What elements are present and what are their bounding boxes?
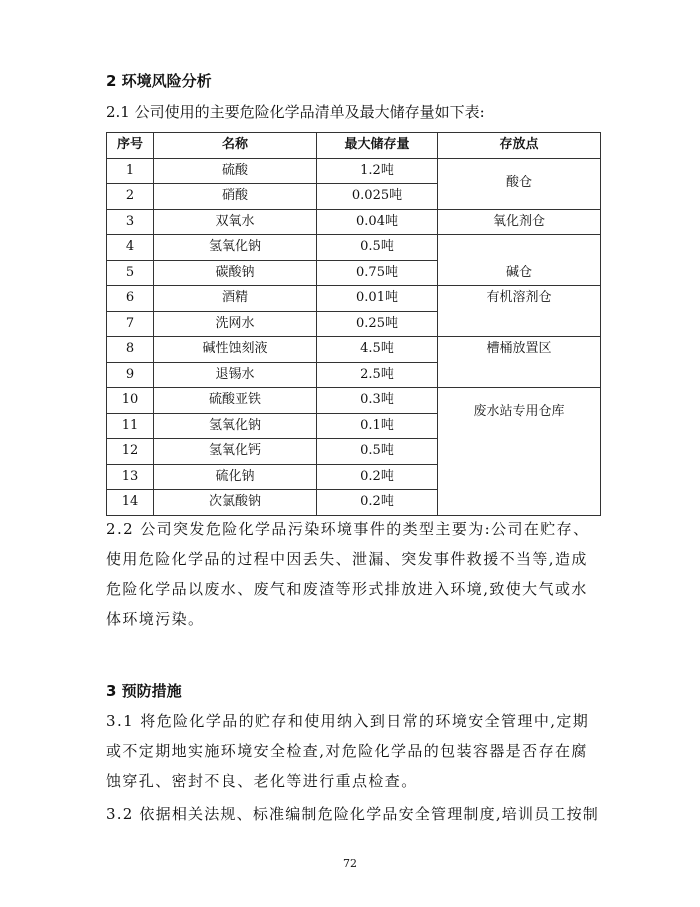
cell-amount: 0.01吨 <box>317 286 438 312</box>
cell-name: 氢氧化钠 <box>154 413 317 439</box>
cell-amount: 0.1吨 <box>317 413 438 439</box>
table-header-row <box>107 133 601 159</box>
cell-name: 硝酸 <box>154 184 317 210</box>
cell-amount: 0.025吨 <box>317 184 438 210</box>
col-header-location: 存放点 <box>438 133 601 159</box>
cell-name: 碳酸钠 <box>154 260 317 286</box>
cell-no: 2 <box>107 184 154 210</box>
cell-name: 双氧水 <box>154 209 317 235</box>
table-row <box>107 337 601 363</box>
cell-name: 氢氧化钠 <box>154 235 317 261</box>
cell-amount: 0.5吨 <box>317 439 438 465</box>
cell-no: 4 <box>107 235 154 261</box>
hazardous-chemicals-table <box>106 132 601 516</box>
cell-name: 氢氧化钙 <box>154 439 317 465</box>
col-header-amount: 最大储存量 <box>317 133 438 159</box>
cell-no: 6 <box>107 286 154 312</box>
cell-amount: 4.5吨 <box>317 337 438 363</box>
cell-no: 11 <box>107 413 154 439</box>
section-2-1-intro: 2.1 公司使用的主要危险化学品清单及最大储存量如下表: <box>106 103 485 121</box>
cell-location: 碱仓 <box>438 235 601 286</box>
table-row <box>107 235 601 261</box>
col-header-no: 序号 <box>107 133 154 159</box>
cell-amount: 0.04吨 <box>317 209 438 235</box>
col-header-name: 名称 <box>154 133 317 159</box>
cell-no: 8 <box>107 337 154 363</box>
cell-no: 5 <box>107 260 154 286</box>
cell-amount: 0.3吨 <box>317 388 438 414</box>
cell-name: 硫酸亚铁 <box>154 388 317 414</box>
table-row <box>107 286 601 312</box>
cell-location: 有机溶剂仓 <box>438 286 601 337</box>
cell-location: 槽桶放置区 <box>438 337 601 388</box>
cell-no: 14 <box>107 490 154 516</box>
table-row <box>107 388 601 414</box>
cell-amount: 0.25吨 <box>317 311 438 337</box>
cell-amount: 0.75吨 <box>317 260 438 286</box>
section-3-2-paragraph: 3.2 依据相关法规、标准编制危险化学品安全管理制度,培训员工按制 <box>106 805 599 823</box>
section-3-1-paragraph: 3.1 将危险化学品的贮存和使用纳入到日常的环境安全管理中,定期或不定期地实施环境安全检查,对危险化学品的包装容器是否存在腐蚀穿孔、密封不良、老化等进行重点检查。 <box>106 712 590 790</box>
cell-no: 7 <box>107 311 154 337</box>
cell-location: 氧化剂仓 <box>438 209 601 235</box>
table-row <box>107 209 601 235</box>
cell-location: 酸仓 <box>438 158 601 209</box>
cell-name: 洗网水 <box>154 311 317 337</box>
cell-name: 退锡水 <box>154 362 317 388</box>
cell-amount: 0.2吨 <box>317 464 438 490</box>
cell-amount: 0.2吨 <box>317 490 438 516</box>
section-2-2-paragraph: 2.2 公司突发危险化学品污染环境事件的类型主要为:公司在贮存、使用危险化学品的过程中因丢失、泄漏、突发事件救援不当等,造成危险化学品以废水、废气和废渣等形式排放进入环境,致使大气或水体环境污染。 <box>106 520 590 628</box>
section-2-heading: 2 环境风险分析 <box>106 72 212 90</box>
section-3-heading: 3 预防措施 <box>106 682 182 700</box>
table-row <box>107 158 601 184</box>
page-number: 72 <box>343 857 357 870</box>
cell-no: 10 <box>107 388 154 414</box>
cell-no: 13 <box>107 464 154 490</box>
cell-no: 3 <box>107 209 154 235</box>
cell-amount: 1.2吨 <box>317 158 438 184</box>
cell-name: 酒精 <box>154 286 317 312</box>
cell-no: 12 <box>107 439 154 465</box>
cell-name: 硫化钠 <box>154 464 317 490</box>
cell-amount: 2.5吨 <box>317 362 438 388</box>
cell-name: 碱性蚀刻液 <box>154 337 317 363</box>
cell-name: 次氯酸钠 <box>154 490 317 516</box>
cell-amount: 0.5吨 <box>317 235 438 261</box>
cell-no: 9 <box>107 362 154 388</box>
cell-location: 废水站专用仓库 <box>438 388 601 516</box>
cell-name: 硫酸 <box>154 158 317 184</box>
cell-no: 1 <box>107 158 154 184</box>
